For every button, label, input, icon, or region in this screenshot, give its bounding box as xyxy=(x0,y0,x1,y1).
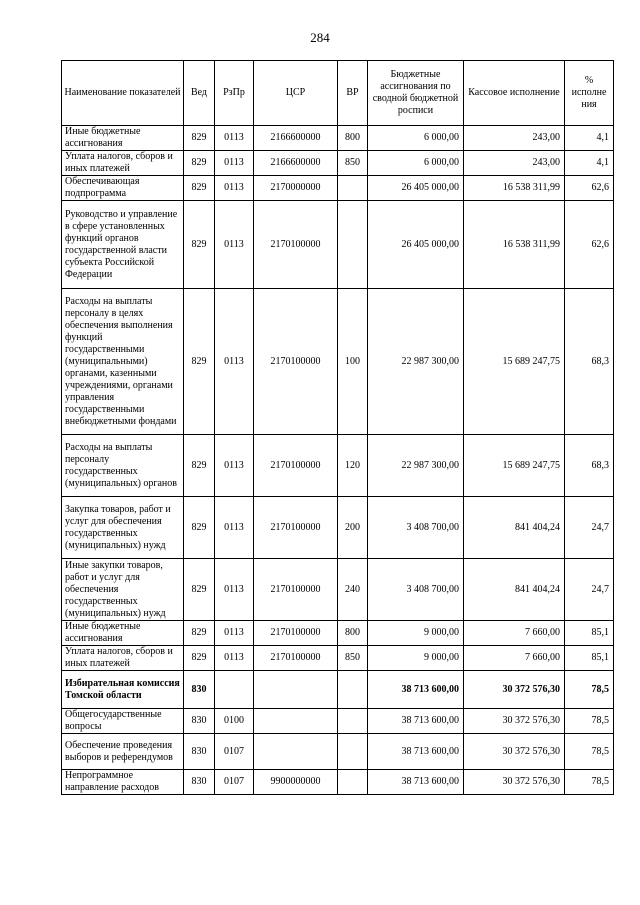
cell-assignments: 3 408 700,00 xyxy=(368,559,464,621)
cell-ved: 829 xyxy=(184,621,215,646)
cell-ved: 830 xyxy=(184,770,215,795)
cell-name: Иные закупки товаров, работ и услуг для обеспечения государственных (муниципальных) нужд xyxy=(62,559,184,621)
table-row xyxy=(62,435,614,497)
cell-vr: 100 xyxy=(338,289,368,435)
cell-ved: 830 xyxy=(184,734,215,770)
cell-cash-execution: 841 404,24 xyxy=(464,559,565,621)
cell-csr: 2170100000 xyxy=(254,621,338,646)
cell-name: Непрограммное направление расходов xyxy=(62,770,184,795)
cell-assignments: 3 408 700,00 xyxy=(368,497,464,559)
cell-cash-execution: 16 538 311,99 xyxy=(464,176,565,201)
cell-percent: 78,5 xyxy=(565,709,614,734)
cell-rzpr: 0107 xyxy=(215,770,254,795)
header-csr: ЦСР xyxy=(254,61,338,126)
cell-cash-execution: 30 372 576,30 xyxy=(464,734,565,770)
cell-vr: 850 xyxy=(338,646,368,671)
table-row xyxy=(62,671,614,709)
table-row xyxy=(62,126,614,151)
cell-assignments: 26 405 000,00 xyxy=(368,201,464,289)
cell-name: Расходы на выплаты персоналу государственных (муниципальных) органов xyxy=(62,435,184,497)
cell-ved: 830 xyxy=(184,709,215,734)
cell-rzpr: 0113 xyxy=(215,176,254,201)
table-header-row xyxy=(62,61,614,126)
cell-percent: 68,3 xyxy=(565,289,614,435)
cell-rzpr: 0113 xyxy=(215,201,254,289)
header-vr: ВР xyxy=(338,61,368,126)
cell-assignments: 38 713 600,00 xyxy=(368,770,464,795)
header-ved: Вед xyxy=(184,61,215,126)
table-row xyxy=(62,709,614,734)
cell-ved: 829 xyxy=(184,646,215,671)
cell-cash-execution: 30 372 576,30 xyxy=(464,709,565,734)
cell-percent: 24,7 xyxy=(565,559,614,621)
cell-percent: 78,5 xyxy=(565,734,614,770)
budget-execution-table xyxy=(61,60,614,795)
cell-csr xyxy=(254,671,338,709)
cell-percent: 85,1 xyxy=(565,621,614,646)
cell-percent: 62,6 xyxy=(565,176,614,201)
cell-vr xyxy=(338,734,368,770)
cell-assignments: 22 987 300,00 xyxy=(368,289,464,435)
cell-csr xyxy=(254,709,338,734)
cell-percent: 4,1 xyxy=(565,151,614,176)
cell-cash-execution: 15 689 247,75 xyxy=(464,435,565,497)
table-row xyxy=(62,770,614,795)
cell-assignments: 6 000,00 xyxy=(368,126,464,151)
cell-csr xyxy=(254,734,338,770)
header-percent: % исполне ния xyxy=(565,61,614,126)
cell-percent: 85,1 xyxy=(565,646,614,671)
cell-name: Иные бюджетные ассигнования xyxy=(62,126,184,151)
table-row xyxy=(62,151,614,176)
header-rzpr: РзПр xyxy=(215,61,254,126)
cell-vr: 240 xyxy=(338,559,368,621)
table-row xyxy=(62,621,614,646)
cell-vr: 850 xyxy=(338,151,368,176)
cell-vr: 120 xyxy=(338,435,368,497)
cell-ved: 829 xyxy=(184,497,215,559)
cell-assignments: 22 987 300,00 xyxy=(368,435,464,497)
table-row xyxy=(62,289,614,435)
cell-ved: 829 xyxy=(184,151,215,176)
cell-assignments: 9 000,00 xyxy=(368,621,464,646)
cell-vr: 800 xyxy=(338,621,368,646)
cell-csr: 2170100000 xyxy=(254,201,338,289)
cell-cash-execution: 7 660,00 xyxy=(464,621,565,646)
cell-vr xyxy=(338,770,368,795)
cell-csr: 2166600000 xyxy=(254,126,338,151)
table-row xyxy=(62,497,614,559)
cell-percent: 78,5 xyxy=(565,671,614,709)
cell-rzpr xyxy=(215,671,254,709)
cell-rzpr: 0113 xyxy=(215,497,254,559)
cell-cash-execution: 243,00 xyxy=(464,151,565,176)
cell-assignments: 38 713 600,00 xyxy=(368,671,464,709)
table-row xyxy=(62,559,614,621)
cell-csr: 2170100000 xyxy=(254,559,338,621)
cell-percent: 24,7 xyxy=(565,497,614,559)
cell-csr: 2170000000 xyxy=(254,176,338,201)
cell-percent: 78,5 xyxy=(565,770,614,795)
cell-csr: 2166600000 xyxy=(254,151,338,176)
cell-csr: 9900000000 xyxy=(254,770,338,795)
cell-cash-execution: 30 372 576,30 xyxy=(464,770,565,795)
table-row xyxy=(62,201,614,289)
cell-name: Избирательная комиссия Томской области xyxy=(62,671,184,709)
cell-rzpr: 0113 xyxy=(215,646,254,671)
cell-csr: 2170100000 xyxy=(254,646,338,671)
page-number: 284 xyxy=(310,30,330,45)
cell-ved: 829 xyxy=(184,126,215,151)
cell-vr: 200 xyxy=(338,497,368,559)
cell-percent: 4,1 xyxy=(565,126,614,151)
cell-rzpr: 0113 xyxy=(215,559,254,621)
cell-rzpr: 0100 xyxy=(215,709,254,734)
cell-rzpr: 0113 xyxy=(215,126,254,151)
cell-name: Руководство и управление в сфере установленных функций органов государственной власти субъекта Российской Федерации xyxy=(62,201,184,289)
cell-cash-execution: 30 372 576,30 xyxy=(464,671,565,709)
cell-name: Уплата налогов, сборов и иных платежей xyxy=(62,646,184,671)
cell-cash-execution: 15 689 247,75 xyxy=(464,289,565,435)
cell-assignments: 38 713 600,00 xyxy=(368,709,464,734)
header-name: Наименование показателей xyxy=(62,61,184,126)
cell-cash-execution: 7 660,00 xyxy=(464,646,565,671)
table-row xyxy=(62,646,614,671)
cell-ved: 829 xyxy=(184,559,215,621)
cell-cash-execution: 243,00 xyxy=(464,126,565,151)
cell-ved: 829 xyxy=(184,201,215,289)
cell-assignments: 9 000,00 xyxy=(368,646,464,671)
cell-percent: 68,3 xyxy=(565,435,614,497)
cell-vr xyxy=(338,709,368,734)
cell-assignments: 38 713 600,00 xyxy=(368,734,464,770)
cell-name: Обеспечивающая подпрограмма xyxy=(62,176,184,201)
cell-assignments: 6 000,00 xyxy=(368,151,464,176)
cell-vr xyxy=(338,201,368,289)
cell-ved: 830 xyxy=(184,671,215,709)
cell-name: Общегосударственные вопросы xyxy=(62,709,184,734)
cell-vr: 800 xyxy=(338,126,368,151)
cell-vr xyxy=(338,671,368,709)
cell-cash-execution: 841 404,24 xyxy=(464,497,565,559)
header-assignments: Бюджетные ассигнования по сводной бюджетной росписи xyxy=(368,61,464,126)
table-row xyxy=(62,176,614,201)
cell-cash-execution: 16 538 311,99 xyxy=(464,201,565,289)
cell-ved: 829 xyxy=(184,176,215,201)
cell-csr: 2170100000 xyxy=(254,497,338,559)
table-row xyxy=(62,734,614,770)
cell-name: Расходы на выплаты персоналу в целях обеспечения выполнения функций государственными (муниципальными) органами, казенными учреждениями, органами управления государственными внебюджетными фондами xyxy=(62,289,184,435)
cell-vr xyxy=(338,176,368,201)
cell-rzpr: 0107 xyxy=(215,734,254,770)
cell-rzpr: 0113 xyxy=(215,151,254,176)
cell-name: Уплата налогов, сборов и иных платежей xyxy=(62,151,184,176)
cell-name: Обеспечение проведения выборов и референдумов xyxy=(62,734,184,770)
cell-rzpr: 0113 xyxy=(215,289,254,435)
cell-name: Иные бюджетные ассигнования xyxy=(62,621,184,646)
cell-assignments: 26 405 000,00 xyxy=(368,176,464,201)
cell-ved: 829 xyxy=(184,289,215,435)
cell-ved: 829 xyxy=(184,435,215,497)
cell-name: Закупка товаров, работ и услуг для обеспечения государственных (муниципальных) нужд xyxy=(62,497,184,559)
cell-rzpr: 0113 xyxy=(215,621,254,646)
cell-csr: 2170100000 xyxy=(254,435,338,497)
cell-rzpr: 0113 xyxy=(215,435,254,497)
cell-csr: 2170100000 xyxy=(254,289,338,435)
header-cash-execution: Кассовое исполнение xyxy=(464,61,565,126)
cell-percent: 62,6 xyxy=(565,201,614,289)
